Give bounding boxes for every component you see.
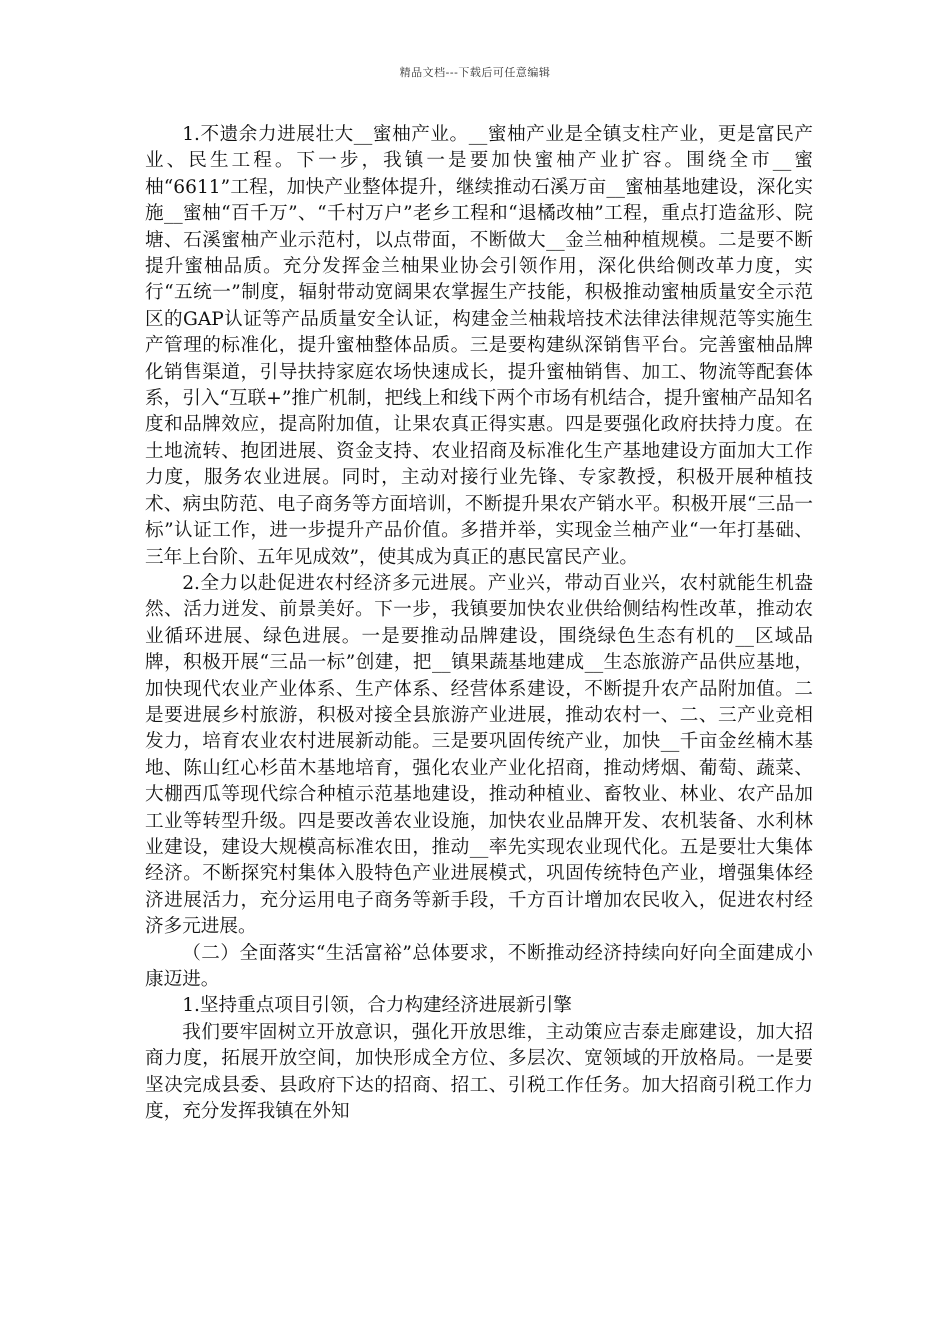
- paragraph-honey-pomelo-industry: 1.不遗余力进展壮大__蜜柚产业。__蜜柚产业是全镇支柱产业，更是富民产业、民生工程。下一步，我镇一是要加快蜜柚产业扩容。围绕全市__蜜柚“6611”工程，加快产业整体提升，继续推动石溪万亩__蜜柚基地建设，深化实施__蜜柚“百千万”、“千村万户”老乡工程和“退橘改柚”工程，重点打造盆形、院塘、石溪蜜柚产业示范村，以点带面，不断做大__金兰柚种植规模。二是要不断提升蜜柚品质。充分发挥金兰柚果业协会引领作用，深化供给侧改革力度，实行“五统一”制度，辐射带动宽阔果农掌握生产技能，积极推动蜜柚质量安全示范区的GAP认证等产品质量安全认证，构建金兰柚栽培技术法律法律规范等实施生产管理的标准化，提升蜜柚整体品质。三是要构建纵深销售平台。完善蜜柚品牌化销售渠道，引导扶持家庭农场快速成长，提升蜜柚销售、加工、物流等配套体系，引入“互联+”推广机制，把线上和线下两个市场有机结合，提升蜜柚产品知名度和品牌效应，提高附加值，让果农真正得实惠。四是要强化政府扶持力度。在土地流转、抱团进展、资金支持、农业招商及标准化生产基地建设方面加大工作力度，服务农业进展。同时，主动对接行业先锋、专家教授，积极开展种植技术、病虫防范、电子商务等方面培训，不断提升果农产销水平。积极开展“三品一标”认证工作，进一步提升产品价值。多措并举，实现金兰柚产业“一年打基础、三年上台阶、五年见成效”，使其成为真正的惠民富民产业。: [145, 124, 813, 568]
- paragraph-opening-up: 我们要牢固树立开放意识，强化开放思维，主动策应吉泰走廊建设，加大招商力度，拓展开放空间，加快形成全方位、多层次、宽领域的开放格局。一是要坚决完成县委、县政府下达的招商、招工、引税工作任务。加大招商引税工作力度，充分发挥我镇在外知: [145, 1021, 813, 1123]
- subheading-key-projects: 1.坚持重点项目引领，合力构建经济进展新引擎: [182, 995, 572, 1017]
- document-body: [145, 122, 813, 1125]
- page-header: 精品文档---下载后可任意编辑: [399, 66, 551, 79]
- section-heading-prosperous-life: （二）全面落实“生活富裕”总体要求，不断推动经济持续向好向全面建成小康迈进。: [145, 942, 813, 990]
- paragraph-rural-economy: 2.全力以赴促进农村经济多元进展。产业兴，带动百业兴，农村就能生机盎然、活力迸发、前景美好。下一步，我镇要加快农业供给侧结构性改革，推动农业循环进展、绿色进展。一是要推动品牌建设，围绕绿色生态有机的__区域品牌，积极开展“三品一标”创建，把__镇果蔬基地建成__生态旅游产品供应基地，加快现代农业产业体系、生产体系、经营体系建设，不断提升农产品附加值。二是要进展乡村旅游，积极对接全县旅游产业进展，推动农村一、二、三产业竞相发力，培育农业农村进展新动能。三是要巩固传统产业，加快__千亩金丝楠木基地、陈山红心杉苗木基地培育，强化农业产业化招商，推动烤烟、葡萄、蔬菜、大棚西瓜等现代综合种植示范基地建设，推动种植业、畜牧业、林业、农产品加工业等转型升级。四是要改善农业设施，加快农业品牌开发、农机装备、水利林业建设，建设大规模高标准农田，推动__率先实现农业现代化。五是要壮大集体经济。不断探究村集体入股特色产业进展模式，巩固传统特色产业，增强集体经济进展活力，充分运用电子商务等新手段，千方百计增加农民收入，促进农村经济多元进展。: [145, 572, 813, 938]
